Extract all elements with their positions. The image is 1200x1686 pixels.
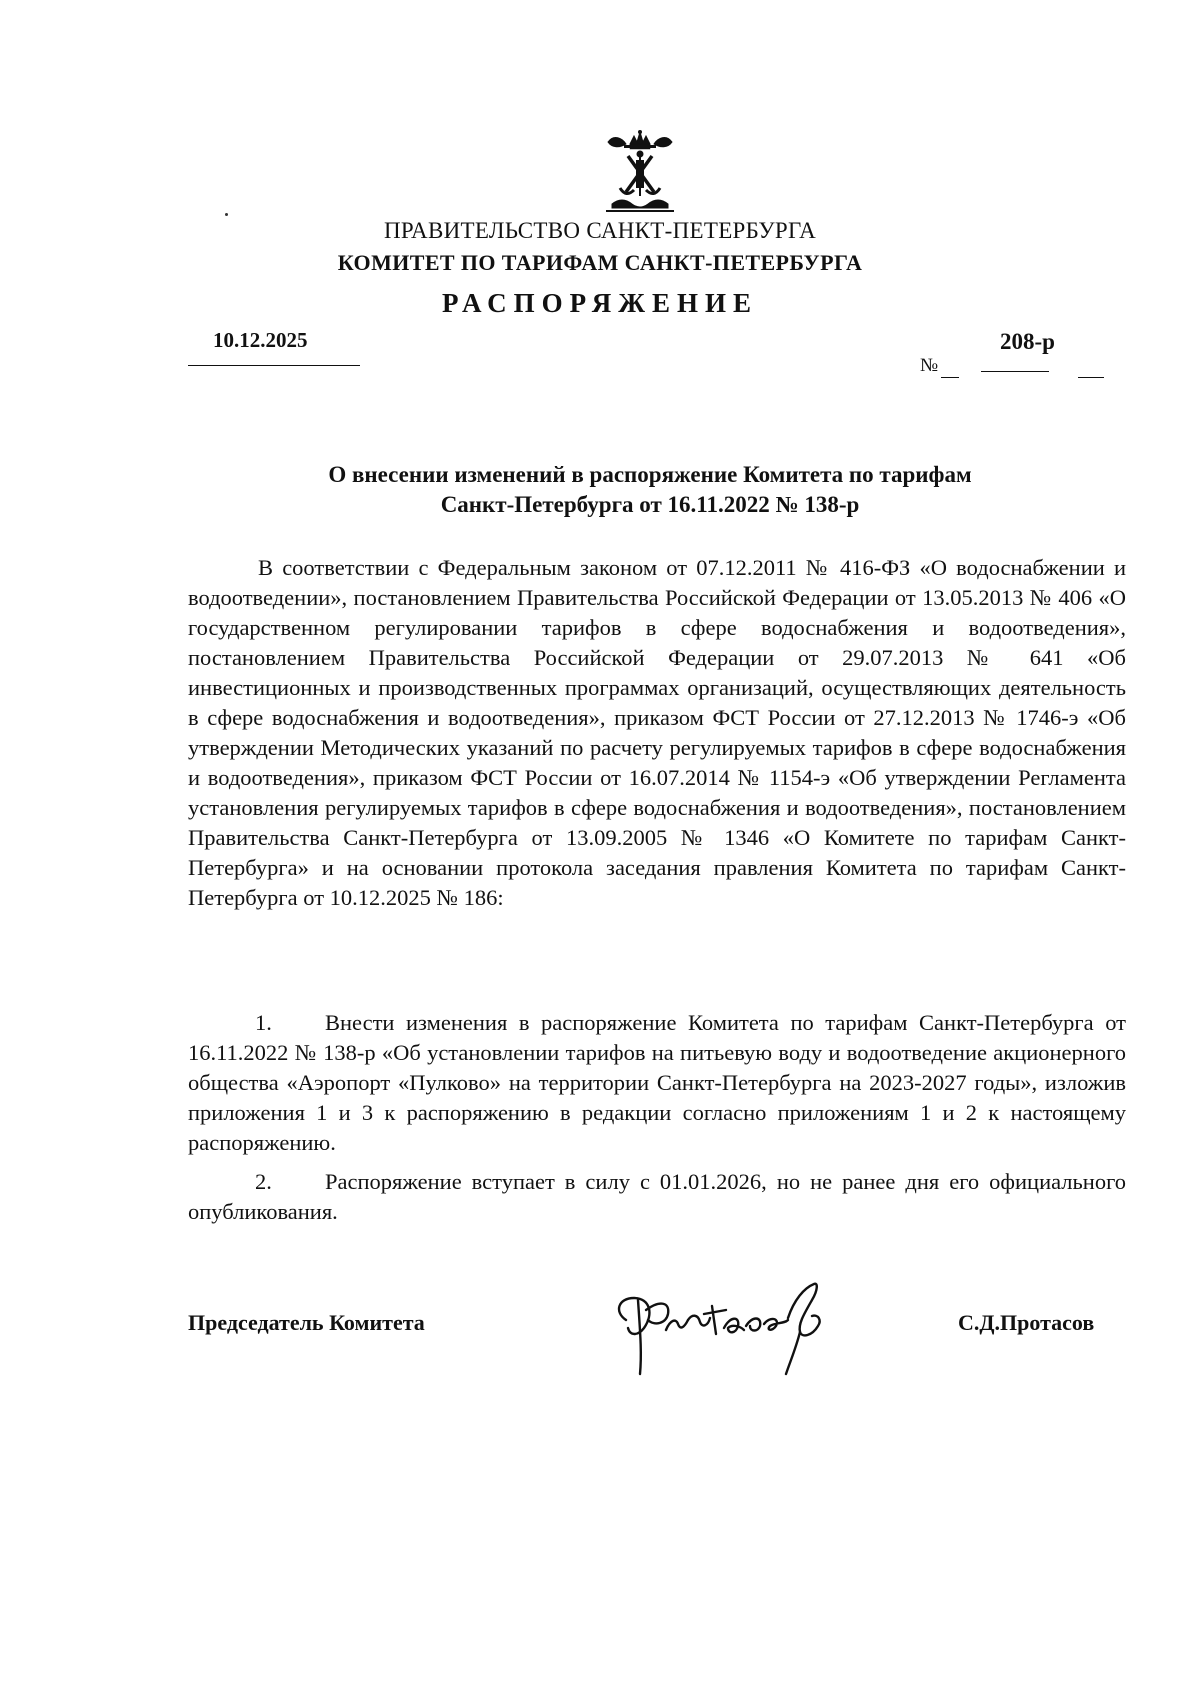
scan-speck	[225, 213, 228, 216]
government-title: ПРАВИТЕЛЬСТВО САНКТ-ПЕТЕРБУРГА	[383, 218, 817, 243]
handwritten-signature	[604, 1270, 854, 1390]
document-date: 10.12.2025	[213, 328, 308, 352]
document-subject	[200, 460, 1100, 520]
number-sign: №	[920, 355, 939, 376]
document-number: 208-р	[1000, 329, 1055, 354]
date-underline	[188, 365, 360, 366]
coat-of-arms-icon	[600, 130, 680, 214]
preamble-paragraph: В соответствии с Федеральным законом от 07.12.2011 № 416-ФЗ «О водоснабжении и водоотведении», постановлением Правительства Российской Федерации от 13.05.2013 № 406 «О государственном регулировании тарифов в сфере водоснабжения и водоотведения», постановлением Правительства Российской Федерации от 29.07.2013 № 641 «Об инвестиционных и производственных программах организаций, осуществляющих деятельность в сфере водоснабжения и водоотведения», приказом ФСТ России от 27.12.2013 № 1746-э «Об утверждении Методических указаний по расчету регулируемых тарифов в сфере водоснабжения и водоотведения», приказом ФСТ России от 16.07.2014 № 1154-э «Об утверждении Регламента установления регулируемых тарифов в сфере водоснабжения и водоотведения», постановлением Правительства Санкт-Петербурга от 13.09.2005 № 1346 «О Комитете по тарифам Санкт-Петербурга» и на основании протокола заседания правления Комитета по тарифам Санкт-Петербурга от 10.12.2025 № 186:	[188, 555, 1126, 910]
clause-1	[188, 1008, 1126, 1158]
number-underline-tail	[1078, 377, 1104, 378]
document-type: РАСПОРЯЖЕНИЕ	[441, 288, 759, 318]
number-underline	[981, 371, 1049, 372]
clause-1-number: 1.	[255, 1010, 272, 1035]
committee-title: КОМИТЕТ ПО ТАРИФАМ САНКТ-ПЕТЕРБУРГА	[337, 250, 863, 275]
number-sign-underline	[941, 377, 959, 378]
signatory-position: Председатель Комитета	[188, 1310, 425, 1335]
clause-2-text: Распоряжение вступает в силу с 01.01.2026, но не ранее дня его официального опубликования.	[188, 1169, 1126, 1224]
clause-2-number: 2.	[255, 1169, 272, 1194]
signatory-name: С.Д.Протасов	[958, 1310, 1095, 1335]
subject-line-1: О внесении изменений в распоряжение Комитета по тарифам	[328, 462, 972, 487]
subject-line-2: Санкт-Петербурга от 16.11.2022 № 138-р	[440, 492, 860, 517]
clause-1-text: Внести изменения в распоряжение Комитета по тарифам Санкт-Петербурга от 16.11.2022 № 138-р «Об установлении тарифов на питьевую воду и водоотведение акционерного общества «Аэропорт «Пулково» на территории Санкт-Петербурга на 2023-2027 годы», изложив приложения 1 и 3 к распоряжению в редакции согласно приложениям 1 и 2 к настоящему распоряжению.	[188, 1010, 1126, 1155]
clause-2	[188, 1167, 1126, 1227]
